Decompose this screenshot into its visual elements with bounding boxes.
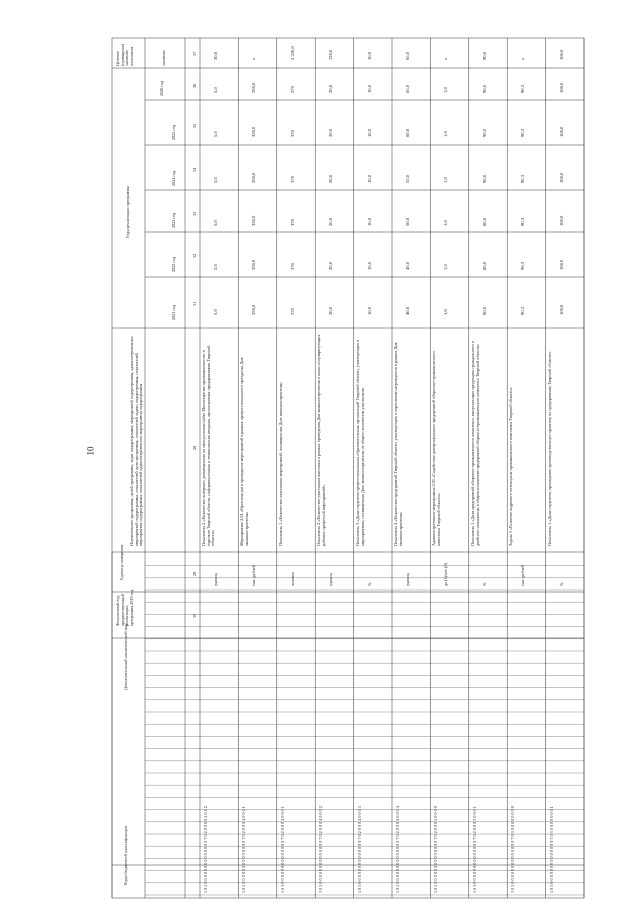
row-value: 80,0 (481, 217, 487, 226)
row-value: 50,0 (405, 217, 410, 226)
row-value: 370 (289, 308, 295, 315)
row-final: 65,0 (405, 51, 410, 60)
row-codes: 1 0 5 0 0 0 0 0 0 0 0 0 0 0 0 0 0 7 0 2 0 0 0 4 0 0 0 1 (279, 806, 285, 893)
row-value: 370 (289, 130, 295, 137)
row-value: 100,0 (558, 82, 564, 93)
row-unit: % (366, 582, 372, 586)
col-num-28: 28 (192, 445, 197, 450)
row-codes: 1 0 5 0 0 0 0 0 0 0 0 0 0 0 0 0 0 7 0 2 0 0 0 4 0 0 0 4 (395, 806, 400, 893)
row-value: 10,0 (366, 306, 372, 315)
row-name: Показатель 2 «Количество участников выставки в рамках проведения Дня машиностроителя и иных популяризующих рабочих профессий мероприятий» (316, 334, 326, 546)
row-value: 370 (289, 86, 295, 93)
header-budget-class: Коды бюджетной классификации (123, 825, 128, 885)
row-value: 5,0 (213, 177, 218, 183)
header-final-value: значение (161, 50, 166, 66)
row-codes: 1 0 5 0 0 0 0 0 0 0 0 0 0 0 0 0 0 7 0 2 0 0 0 5 0 0 0 1 (471, 806, 477, 893)
row-name: Показатель 1 «Количество участников мероприятий, посвященных Дню машиностроителя» (277, 381, 283, 546)
header-extra-code: Дополнительный аналитический код (123, 624, 128, 690)
row-final: 100,0 (558, 49, 564, 60)
row-value: 1,0 (443, 264, 449, 270)
row-value: 45,0 (405, 261, 410, 270)
row-name: Показатель 1 «Доля студентов, прошедших производственную практику на предприятиях Тверской области» (546, 351, 552, 546)
row-unit: единиц (328, 573, 334, 586)
row-value: 20,0 (328, 128, 334, 137)
row-value: 350,0 (251, 172, 257, 183)
row-value: 370 (289, 176, 295, 183)
year-2025: 2025 год (171, 124, 176, 140)
row-value: 100,0 (558, 215, 564, 226)
row-unit: % (481, 582, 487, 586)
row-value: 90,0 (481, 84, 487, 93)
row-name: Показатель 3 «Доля студентов профессиональных образовательных организаций Тверской области, участвующих в мероприятиях, посвященных Дню машиностроителя, от общего количества участников» (354, 339, 365, 546)
row-codes: 1 0 5 0 0 0 0 0 0 0 0 0 0 0 0 0 0 7 0 2 0 0 0 5 0 0 0 0 (433, 806, 439, 893)
col-num-33: 33 (192, 211, 197, 216)
row-value: 90,0 (481, 128, 487, 137)
col-num-32: 32 (192, 253, 197, 258)
row-value: 350,0 (251, 126, 257, 137)
row-value: 55,0 (405, 174, 410, 183)
row-unit: да (1)/нет (0) (443, 563, 449, 586)
year-2023: 2023 год (171, 212, 176, 228)
row-final: х (520, 57, 526, 60)
header-program-name: Наименование программы, целей программы, задач подпрограммы, мероприятий подпрограммы, административных мероприятий подпрограммы, показателей цели программы, показателей задачи подпрограммы, показателей мероприятия подпрограммы, показателей административного мероприятия подпрограммы (129, 336, 144, 546)
row-name: Административное мероприятие 2.05 «Содействие диверсификации предприятий оборонно-промышленного комплекса Тверской области» (431, 351, 441, 546)
row-value: 20,0 (328, 306, 334, 315)
row-value: 20,0 (328, 261, 334, 270)
row-final: 90,0 (481, 51, 487, 60)
row-value: 90,3 (520, 306, 526, 315)
row-codes: 1 0 5 0 0 0 0 0 0 0 0 0 0 0 0 0 0 7 0 3 0 0 0 0 0 0 0 0 (510, 806, 516, 893)
row-value: 20,0 (328, 174, 334, 183)
row-name: Показатель 1 «Доля предприятий оборонно-промышленного комплекса, выпускающих продукцию гражданского и двойного назначения, в общем количестве предприятий оборонно-промышленного комплекса Тверской области» (469, 341, 480, 546)
row-value: 370 (289, 263, 295, 270)
row-value: 40,0 (405, 306, 410, 315)
row-name: Показатель 4 «Количество предприятий Тверской области, участвующих в отраслевом награждении в рамках Дня машиностроителя» (393, 342, 403, 546)
row-value: 5,0 (213, 220, 218, 226)
row-value: 90,3 (520, 128, 526, 137)
row-unit: % (558, 582, 564, 586)
row-final: х (443, 57, 449, 60)
row-value: 100,0 (558, 172, 564, 183)
col-num-30: 30 (192, 613, 197, 618)
row-final: 120,0 (328, 49, 334, 60)
row-final: х (251, 57, 257, 60)
row-unit: единиц (213, 573, 218, 586)
row-value: 350,0 (251, 304, 257, 315)
header-financial-year: Финансовый год, предшествующий реализации программы 2019 год (115, 589, 134, 626)
row-codes: 1 0 5 0 0 0 0 0 0 0 0 0 0 0 0 0 0 7 0 2 0 0 0 4 0 0 0 1 (241, 806, 247, 893)
row-value: 100,0 (558, 126, 564, 137)
row-value: 1,0 (443, 220, 449, 226)
row-value: 10,0 (366, 128, 372, 137)
row-value: 20,0 (328, 217, 334, 226)
row-value: 90,3 (520, 217, 526, 226)
row-value: 5,0 (213, 87, 218, 93)
col-num-34: 34 (192, 167, 197, 172)
year-2026: 2026 год (159, 80, 164, 96)
year-2021: 2021 год (171, 304, 176, 320)
year-2022: 2022 год (171, 256, 176, 272)
row-final: 10,0 (366, 51, 372, 60)
row-name: Задача 3 «Развитие кадрового потенциала промышленного комплекса Тверской области» (508, 387, 514, 546)
row-value: 10,0 (366, 84, 372, 93)
row-unit: тыс. рублей (251, 565, 257, 586)
year-2024: 2024 год (171, 170, 176, 186)
row-value: 370 (289, 219, 295, 226)
col-num-36: 36 (192, 83, 197, 88)
page-number: 10 (85, 446, 96, 456)
row-value: 1,0 (443, 87, 449, 93)
col-num-31: 31 (192, 301, 197, 306)
row-value: 1,0 (443, 177, 449, 183)
row-value: 100,0 (558, 259, 564, 270)
row-value: 90,0 (481, 174, 487, 183)
row-name: Мероприятие 2.04 «Организация и проведение мероприятий в рамках профессионального праздника Дня машиностроителя» (239, 357, 249, 546)
col-num-35: 35 (192, 123, 197, 128)
row-value: 5,0 (213, 309, 218, 315)
row-value: 100,0 (558, 304, 564, 315)
row-value: 90,3 (520, 174, 526, 183)
header-final-title: Целевое (суммарное) значение показателя (115, 43, 134, 66)
row-value: 10,0 (366, 261, 372, 270)
row-codes: 1 0 5 0 0 0 0 0 0 0 0 0 0 0 0 0 0 7 0 3 0 0 0 0 0 0 0 1 (548, 806, 554, 893)
row-unit: единиц (405, 573, 410, 586)
row-name: Показатель 2 «Количество интервью, размещенных на официальном сайте Министерства промышленности и торговли Тверской области, информационных и тематических вводных, организуемых предприятиями Тверской области» (201, 345, 216, 546)
row-value: 350,0 (251, 82, 257, 93)
header-unit: Единица измерения (119, 544, 124, 580)
row-value: 5,0 (213, 131, 218, 137)
row-final: 2 220,0 (289, 46, 295, 60)
header-years-title: Годы реализации программы (125, 186, 130, 238)
row-value: 80,0 (481, 306, 487, 315)
row-value: 60,0 (405, 128, 410, 137)
row-value: 5,0 (213, 264, 218, 270)
row-value: 1,0 (443, 131, 449, 137)
row-codes: 1 0 5 0 0 0 0 0 0 0 0 0 0 0 0 0 0 7 0 2 0 0 0 4 0 0 0 3 (356, 806, 362, 893)
col-num-29: 29 (192, 571, 197, 576)
row-value: 65,0 (405, 84, 410, 93)
row-value: 350,0 (251, 259, 257, 270)
row-value: 10,0 (366, 217, 372, 226)
row-value: 80,0 (481, 261, 487, 270)
row-value: 10,0 (366, 174, 372, 183)
col-num-37: 37 (192, 51, 197, 56)
row-value: 350,0 (251, 215, 257, 226)
row-value: 90,3 (520, 261, 526, 270)
row-unit: человек (289, 572, 295, 586)
row-final: 30,0 (213, 51, 218, 60)
row-value: 1,0 (443, 309, 449, 315)
row-codes: 1 0 5 0 0 0 0 0 0 0 0 0 0 0 0 0 0 7 0 2 0 0 0 4 0 0 0 2 (318, 806, 324, 893)
row-value: 90,3 (520, 84, 526, 93)
row-codes: 1 0 5 0 0 0 0 0 0 0 0 0 0 0 0 0 0 7 0 2 0 0 0 0 2 0 1 2 (203, 806, 208, 893)
row-value: 20,0 (328, 84, 334, 93)
row-unit: тыс. рублей (520, 565, 526, 586)
